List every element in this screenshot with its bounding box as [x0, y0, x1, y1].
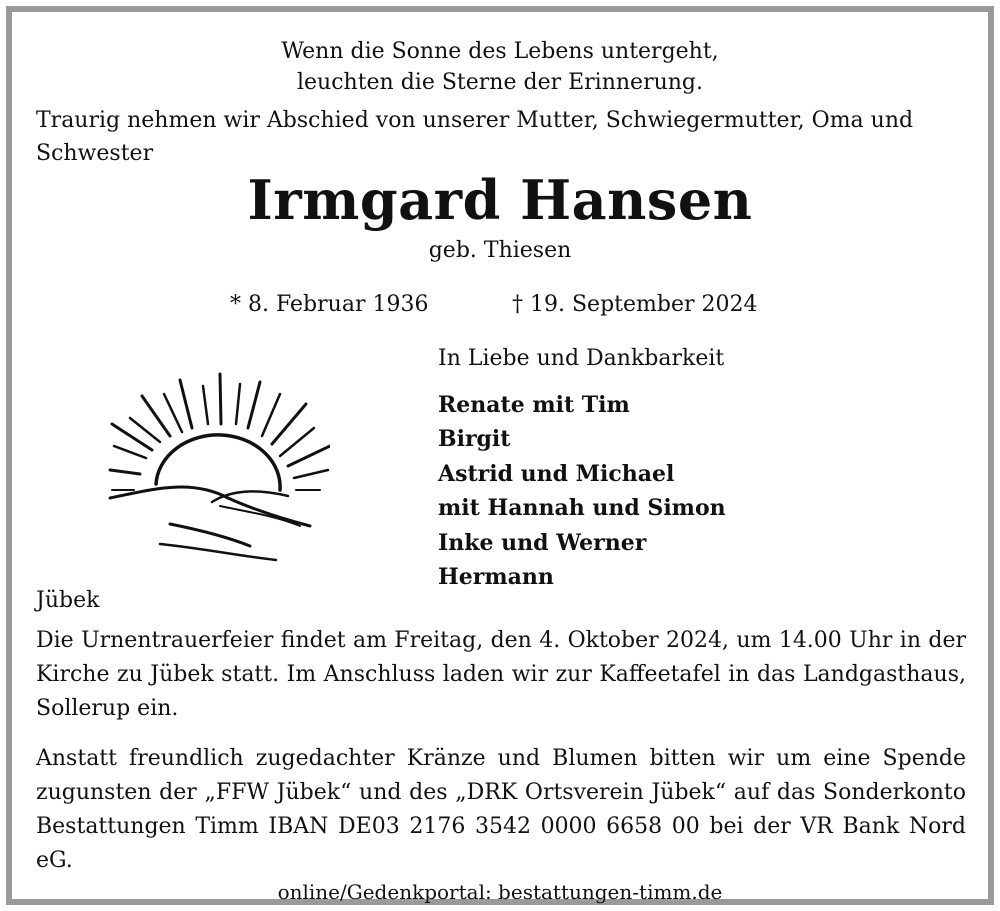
farewell-text: In Liebe und Dankbarkeit — [438, 346, 725, 371]
ceremony-text: Die Urnentrauerfeier findet am Freitag, den 4. Oktober 2024, um 14.00 Uhr in der Kirche zu Jübek statt. Im Anschluss laden wir zur Kaffeetafel in das Landgasthaus, Sollerup ein. — [36, 628, 966, 721]
donation-text: Anstatt freundlich zugedachter Kränze und Blumen bitten wir um eine Spende zugunsten der „FFW Jübek“ und des „DRK Ortsverein Jübek“ auf das Sonderkonto Bestattungen Timm IBAN DE03 2176 3542 0000 6658 00 bei der VR Bank Nord eG. — [36, 746, 966, 873]
list-item: Astrid und Michael — [438, 460, 675, 487]
motto-line-1: Wenn die Sonne des Lebens untergeht, — [281, 39, 719, 64]
motto — [12, 36, 988, 98]
obituary-notice — [6, 6, 994, 905]
maiden-name: geb. Thiesen — [428, 238, 572, 263]
place-name: Jübek — [36, 588, 100, 613]
death-date: † 19. September 2024 — [512, 292, 758, 317]
motto-line-2: leuchten die Sterne der Erinnerung. — [296, 70, 703, 95]
list-item: Renate mit Tim — [438, 392, 630, 418]
intro-text: Traurig nehmen wir Abschied von unserer Mutter, Schwiegermutter, Oma und Schwester — [36, 108, 914, 166]
sunset-icon — [100, 366, 330, 566]
mourners-list — [438, 388, 726, 594]
portal-link[interactable]: online/Gedenkportal: bestattungen-timm.de — [277, 880, 723, 904]
list-item: mit Hannah und Simon — [438, 495, 726, 522]
deceased-name: Irmgard Hansen — [247, 168, 753, 232]
list-item: Birgit — [438, 426, 511, 453]
list-item: Hermann — [438, 564, 554, 591]
list-item: Inke und Werner — [438, 529, 647, 556]
birth-date: * 8. Februar 1936 — [230, 292, 429, 317]
